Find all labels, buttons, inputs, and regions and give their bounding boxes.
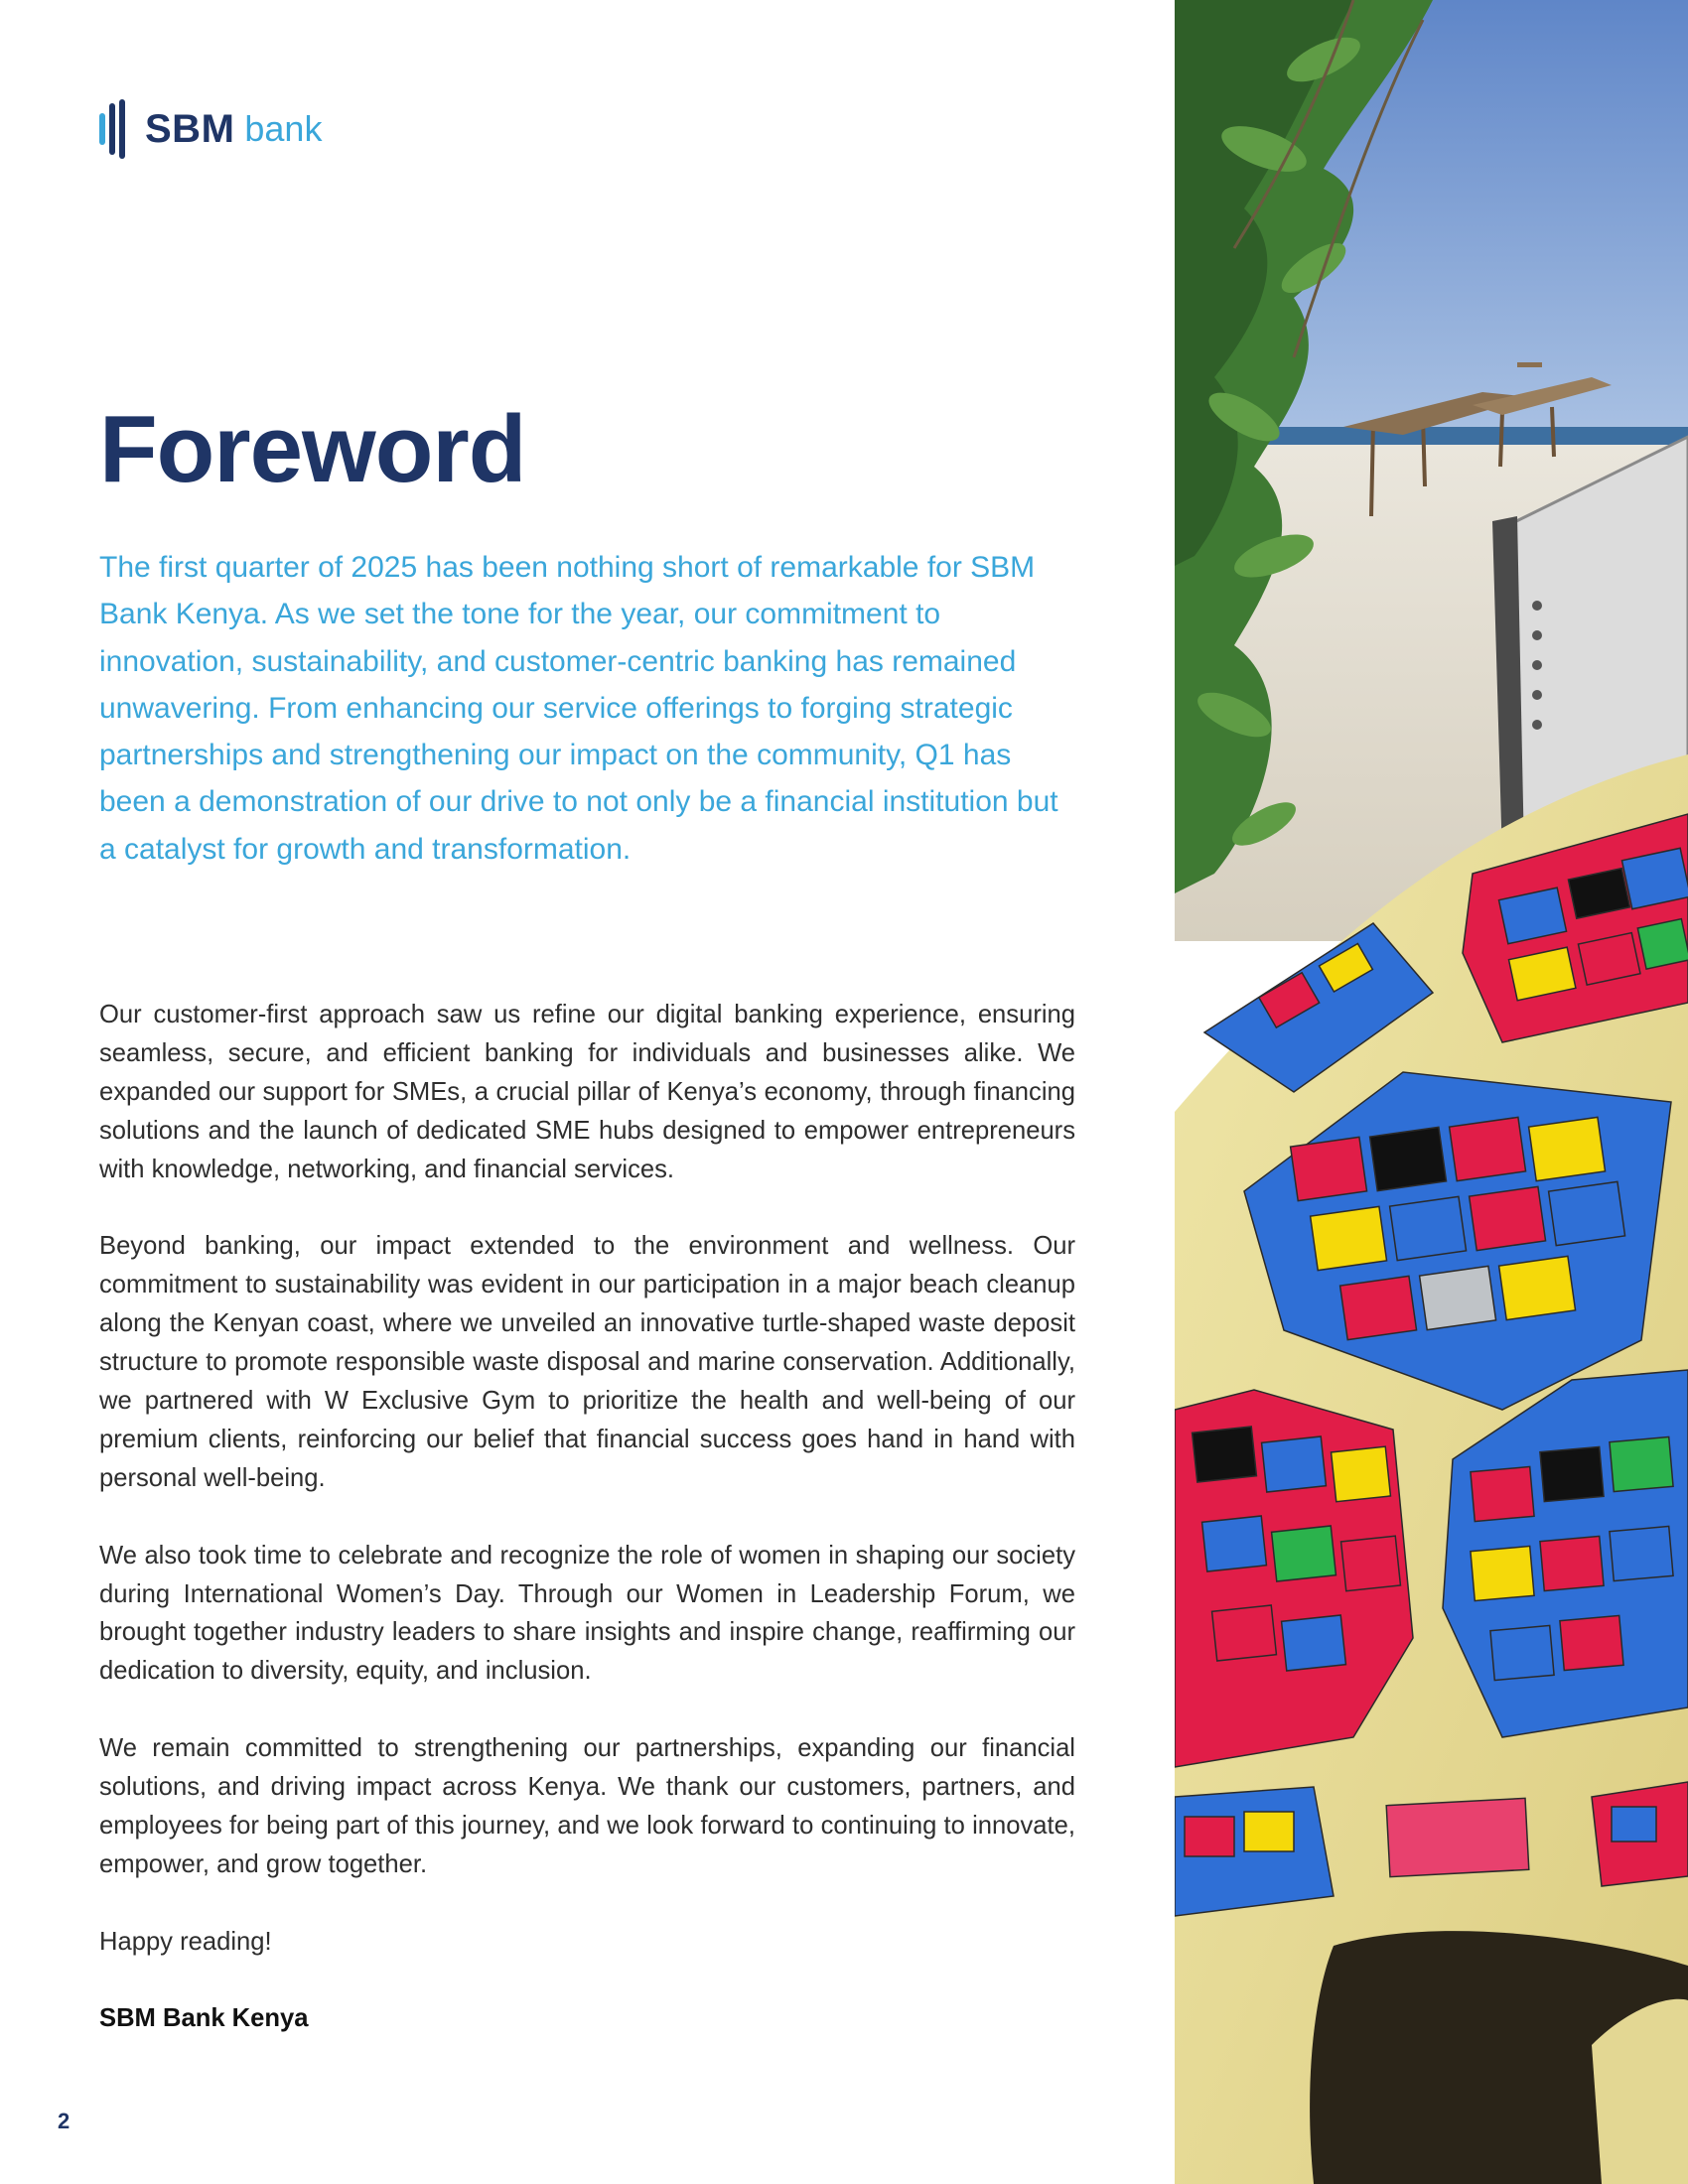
beach-turtle-sculpture-photo — [1175, 0, 1688, 2184]
body-paragraph-1: Our customer-first approach saw us refine our digital banking experience, ensuring seamless, secure, and efficient banking for individuals and businesses alike. We expanded our support for SMEs, a crucial pillar of Kenya’s economy, through financing solutions and the launch of dedicated SME hubs designed to empower entrepreneurs with knowledge, networking, and financial services. — [99, 1001, 1075, 1183]
body-paragraph-2: Beyond banking, our impact extended to the environment and wellness. Our commitment to sustainability was evident in our participation in a major beach cleanup along the Kenyan coast, where we unveiled an innovative turtle-shaped waste deposit structure to promote responsible waste disposal and marine conservation. Additionally, we partnered with W Exclusive Gym to prioritize the health and well-being of our premium clients, reinforcing our belief that financial success goes hand in hand with personal well-being. — [99, 1232, 1075, 1492]
page-number: 2 — [58, 2109, 70, 2133]
body-text — [99, 996, 1075, 2077]
body-paragraph-3: We also took time to celebrate and recognize the role of women in shaping our society during International Women’s Day. Through our Women in Leadership Forum, we brought together industry leaders to share insights and inspire change, reaffirming our dedication to diversity, equity, and inclusion. — [99, 1541, 1075, 1686]
lead-paragraph: The first quarter of 2025 has been nothing short of remarkable for SBM Bank Kenya. As we set the tone for the year, our commitment to innovation, sustainability, and customer-centric banking has remained unwavering. From enhancing our service offerings to forging strategic partnerships and strengthening our impact on the community, Q1 has been a demonstration of our drive to not only be a financial institution but a catalyst for growth and transformation. — [99, 551, 1058, 866]
body-paragraph-4: We remain committed to strengthening our partnerships, expanding our financial solutions, and driving impact across Kenya. We thank our customers, partners, and employees for being part of this journey, and we look forward to continuing to innovate, empower, and grow together. — [99, 1734, 1075, 1878]
signature: SBM Bank Kenya — [99, 2004, 309, 2033]
page-title: Foreword — [99, 396, 526, 502]
logo-wordmark-bank: bank — [244, 108, 323, 149]
sbm-logo-mark-icon — [99, 99, 133, 159]
logo-wordmark-sbm: SBM — [145, 106, 235, 151]
closing-line: Happy reading! — [99, 1927, 272, 1956]
sbm-bank-logo — [99, 99, 322, 159]
